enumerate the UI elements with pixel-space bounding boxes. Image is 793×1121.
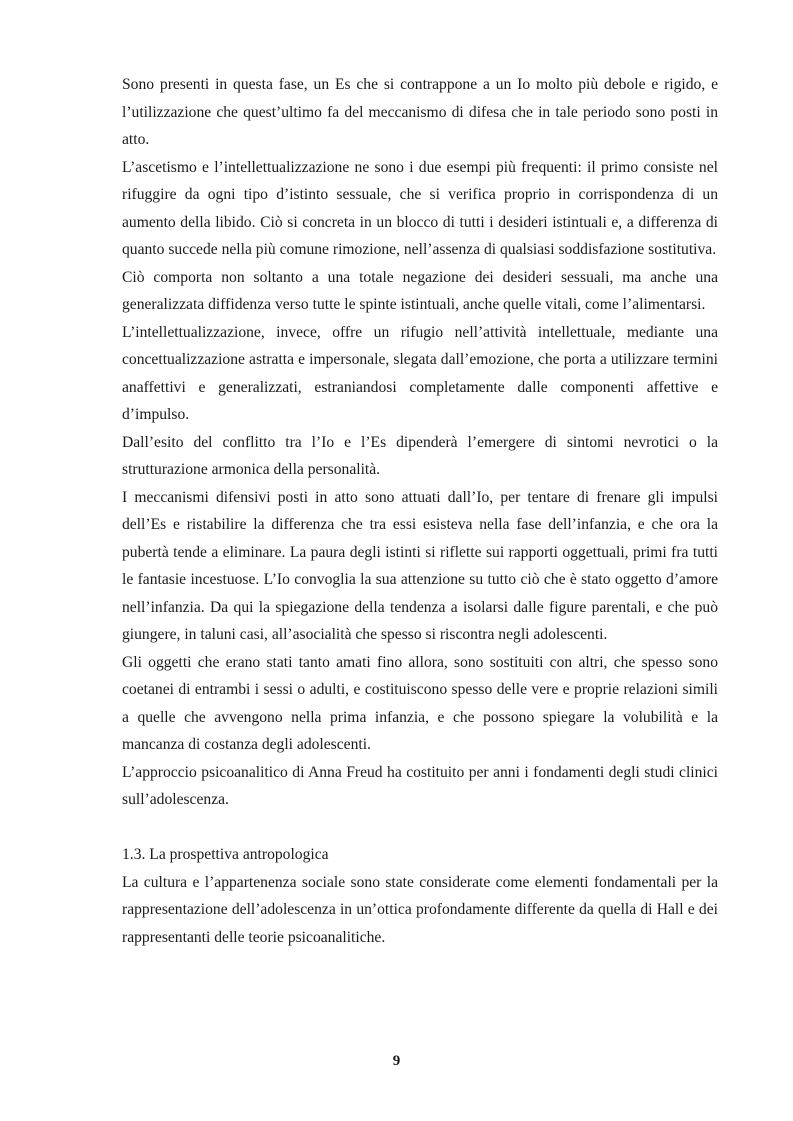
paragraph-2: L’ascetismo e l’intellettualizzazione ne sono i due esempi più frequenti: il primo consiste nel rifuggire da ogni tipo d’istinto sessuale, che si verifica proprio in corrispondenza di un aumento della libido. Ciò si concreta in un blocco di tutti i desideri istintuali e, a differenza di quanto succede nella più comune rimozione, nell’assenza di qualsiasi soddisfazione sostitutiva. bbox=[122, 158, 718, 258]
section-block bbox=[122, 841, 718, 951]
section-heading: 1.3. La prospettiva antropologica bbox=[122, 846, 329, 863]
paragraph-8: L’approccio psicoanalitico di Anna Freud ha costituito per anni i fondamenti degli studi clinici sull’adolescenza. bbox=[122, 763, 718, 808]
paragraph-5: Dall’esito del conflitto tra l’Io e l’Es dipenderà l’emergere di sintomi nevrotici o la strutturazione armonica della personalità. bbox=[122, 433, 718, 478]
paragraph-7: Gli oggetti che erano stati tanto amati fino allora, sono sostituiti con altri, che spesso sono coetanei di entrambi i sessi o adulti, e costituiscono spesso delle vere e proprie relazioni simili a quelle che avvengono nella prima infanzia, e che possono spiegare la volubilità e la mancanza di costanza degli adolescenti. bbox=[122, 653, 718, 753]
page-number: 9 bbox=[392, 1053, 401, 1069]
paragraph-3: Ciò comporta non soltanto a una totale negazione dei desideri sessuali, ma anche una generalizzata diffidenza verso tutte le spinte istintuali, anche quelle vitali, come l’alimentarsi. bbox=[122, 268, 718, 313]
paragraph-1: Sono presenti in questa fase, un Es che si contrappone a un Io molto più debole e rigido, e l’utilizzazione che quest’ultimo fa del meccanismo di difesa che in tale periodo sono posti in atto. bbox=[122, 76, 718, 148]
paragraph-4: L’intellettualizzazione, invece, offre un rifugio nell’attività intellettuale, mediante una concettualizzazione astratta e impersonale, slegata dall’emozione, che porta a utilizzare termini anaffettivi e generalizzati, estraniandosi completamente dalle componenti affettive e d’impulso. bbox=[122, 323, 718, 423]
paragraph-6: I meccanismi difensivi posti in atto sono attuati dall’Io, per tentare di frenare gli impulsi dell’Es e ristabilire la differenza che tra essi esisteva nella fase dell’infanzia, e che ora la pubertà tende a eliminare. La paura degli istinti si riflette sui rapporti oggettuali, primi fra tutti le fantasie incestuose. L’Io convoglia la sua attenzione su tutto ciò che è stato oggetto d’amore nell’infanzia. Da qui la spiegazione della tendenza a isolarsi dalle figure parentali, e che può giungere, in taluni casi, all’asocialità che spesso si riscontra negli adolescenti. bbox=[122, 488, 718, 643]
body-text bbox=[122, 71, 718, 951]
section-paragraph: La cultura e l’appartenenza sociale sono state considerate come elementi fondamentali per la rappresentazione dell’adolescenza in un’ottica profondamente differente da quella di Hall e dei rappresentanti delle teorie psicoanalitiche. bbox=[122, 873, 718, 946]
